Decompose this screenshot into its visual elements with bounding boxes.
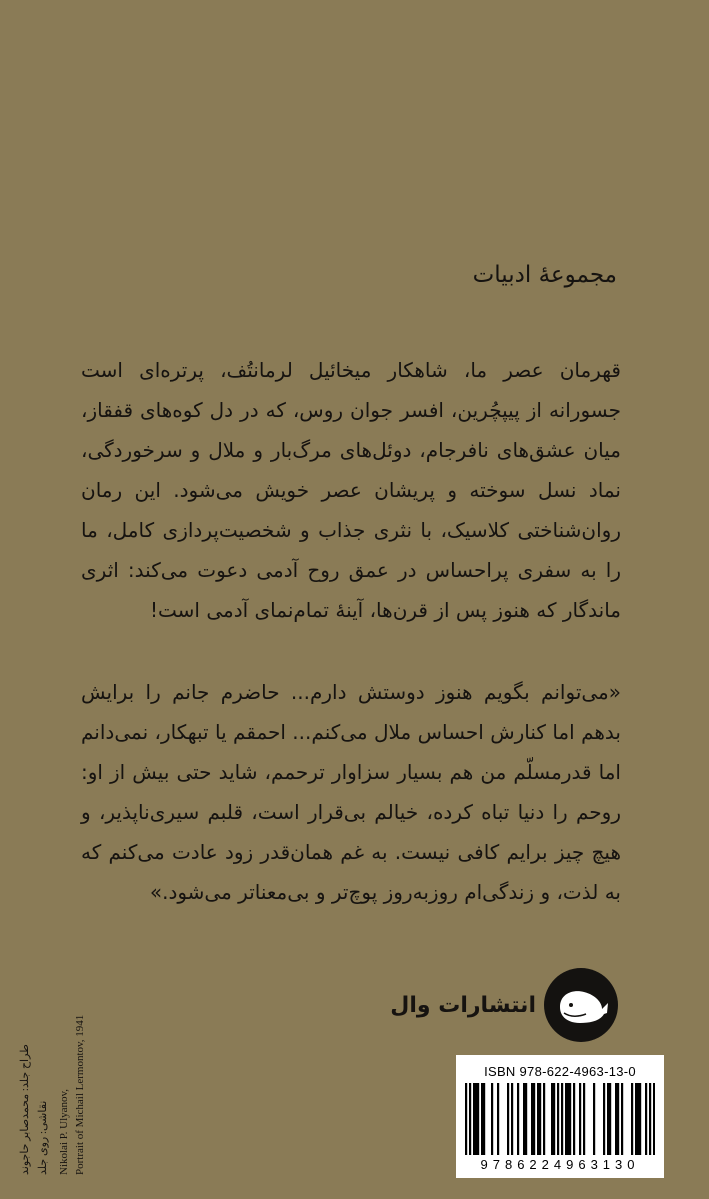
barcode-bar — [637, 1083, 639, 1155]
barcode-bar — [567, 1083, 569, 1155]
barcode-bar — [477, 1083, 479, 1155]
barcode-bar — [561, 1083, 563, 1155]
barcode-bar — [607, 1083, 609, 1155]
painting-credit-fa: نقاشی: روی جلد — [37, 1100, 49, 1175]
barcode-bar — [497, 1083, 499, 1155]
isbn-label: ISBN 978-622-4963-13-0 — [484, 1064, 636, 1079]
barcode-bar — [603, 1083, 605, 1155]
barcode-bar — [507, 1083, 509, 1155]
barcode-bar — [481, 1083, 483, 1155]
designer-credit: طراح جلد: محمدصابر حاجوند — [19, 1044, 31, 1175]
quote-paragraph — [81, 672, 621, 912]
barcode-bar — [469, 1083, 471, 1155]
barcode-bar — [635, 1083, 637, 1155]
barcode-bar — [621, 1083, 623, 1155]
synopsis-paragraph — [81, 350, 621, 630]
barcode-bar — [533, 1083, 535, 1155]
synopsis-text: قهرمان عصر ما، شاهکار میخائیل لرمانتُف، پرتره‌ای است جسورانه از پیپچُرین، افسر جوان روس، که در دل کوه‌های قفقاز، میان عشق‌های نافرجام، دوئل‌های مرگ‌بار و ملال و سرخوردگی، نماد نسل سوخته و پریشان عصر خویش می‌شود. این رمان روان‌شناختی کلاسیک، با نثری جذاب و شخصیت‌پردازی کامل، ما را به سفری پراحساس در عمق روح آدمی دعوت می‌کند: اثری ماندگار که هنوز پس از قرن‌ها، آینهٔ تمام‌نمای آدمی است! — [81, 358, 621, 622]
quote-text: «می‌توانم بگویم هنوز دوستش دارم... حاضرم جانم را برایش بدهم اما کنارش احساس ملال می‌کنم... احمقم یا تبهکار، نمی‌دانم اما قدرمسلّم من هم بسیار سزاوار ترحمم، شاید حتی بیش از او: روحم را دنیا تباه کرده، خیالم بی‌قرار است، قلبم سیری‌ناپذیر، و هیچ چیز برایم کافی نیست. به غم همان‌قدر زود عادت می‌کنم که به لذت، و زندگی‌ام روزبه‌روز پوچ‌تر و بی‌معناتر می‌شود.» — [81, 680, 621, 904]
cover-credits — [18, 1014, 118, 1175]
barcode-bar — [475, 1083, 477, 1155]
publisher-name: انتشارات وال — [390, 992, 536, 1018]
artist-credit: Nikolai P. Ulyanov, — [58, 1088, 70, 1175]
barcode-bar — [531, 1083, 533, 1155]
whale-icon — [544, 968, 618, 1042]
barcode-bar — [649, 1083, 651, 1155]
barcode-bar — [473, 1083, 475, 1155]
barcode-bar — [523, 1083, 525, 1155]
barcode-bar — [569, 1083, 571, 1155]
barcode-bar — [609, 1083, 611, 1155]
barcode-bar — [525, 1083, 527, 1155]
barcode-bar — [583, 1083, 585, 1155]
barcode-digits: 9786224963130 — [480, 1157, 640, 1172]
barcode-bar — [539, 1083, 541, 1155]
barcode-bar — [615, 1083, 617, 1155]
barcode-bar — [631, 1083, 633, 1155]
barcode-bar — [551, 1083, 553, 1155]
barcode-bar — [483, 1083, 485, 1155]
barcode-bar — [593, 1083, 595, 1155]
barcode-bar — [465, 1083, 467, 1155]
publisher-block — [390, 965, 618, 1045]
barcode-bar — [579, 1083, 581, 1155]
barcode-bar — [543, 1083, 545, 1155]
series-title: مجموعهٔ ادبیات — [472, 262, 617, 288]
barcode-bar — [617, 1083, 619, 1155]
barcode-bar — [537, 1083, 539, 1155]
barcode-bars — [465, 1083, 655, 1155]
barcode-bar — [573, 1083, 575, 1155]
barcode-bar — [511, 1083, 513, 1155]
barcode-bar — [565, 1083, 567, 1155]
barcode-bar — [517, 1083, 519, 1155]
barcode-bar — [553, 1083, 555, 1155]
artwork-credit: Portrait of Michail Lermontov, 1941 — [74, 1014, 86, 1175]
barcode-bar — [639, 1083, 641, 1155]
barcode-bar — [645, 1083, 647, 1155]
barcode-bar — [491, 1083, 493, 1155]
isbn-barcode — [456, 1055, 664, 1178]
barcode-bar — [557, 1083, 559, 1155]
barcode-bar — [653, 1083, 655, 1155]
